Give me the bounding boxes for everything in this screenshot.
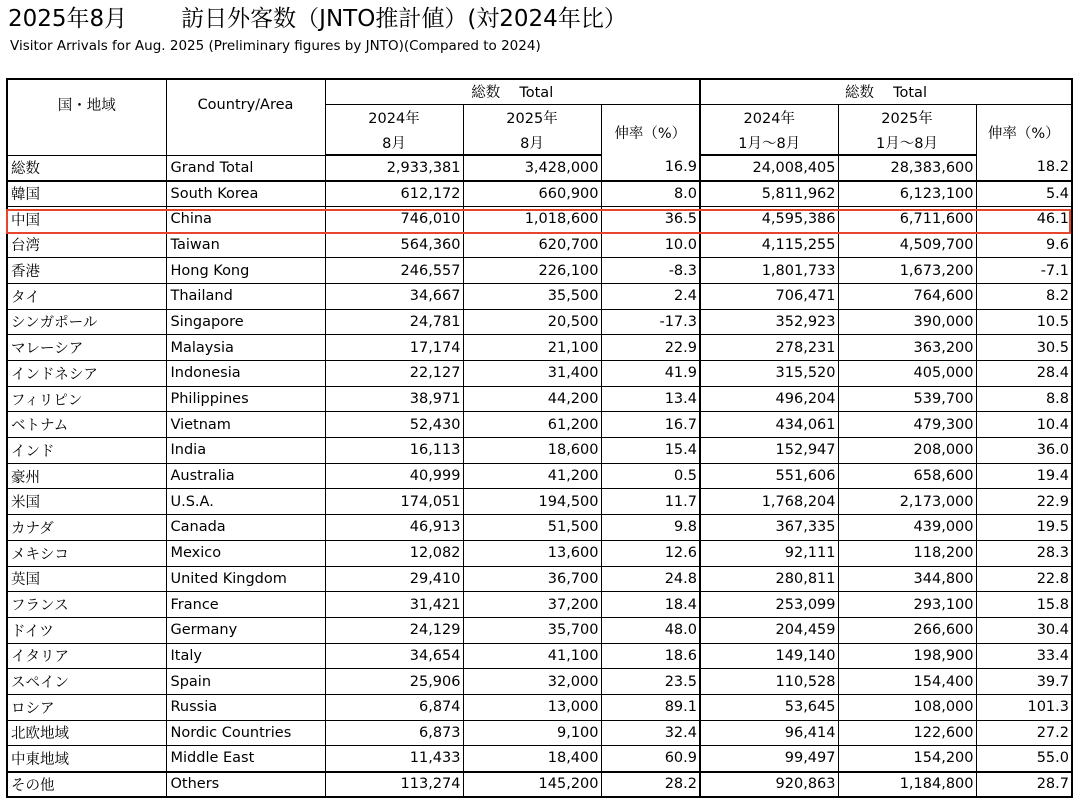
cell-2024-aug: 6,873 [325, 720, 463, 746]
cell-area-en: Grand Total [166, 155, 325, 181]
cell-2024-cum: 4,595,386 [700, 206, 838, 232]
cell-2025-cum: 1,673,200 [838, 258, 976, 284]
cell-area-jp: フィリピン [7, 386, 166, 412]
cell-area-en: Malaysia [166, 335, 325, 361]
cell-area-jp: 北欧地域 [7, 720, 166, 746]
cell-2025-aug: 36,700 [463, 566, 601, 592]
cell-area-en: Canada [166, 515, 325, 541]
cell-2025-cum: 479,300 [838, 412, 976, 438]
cell-2024-cum: 24,008,405 [700, 155, 838, 181]
cell-2025-aug: 32,000 [463, 669, 601, 695]
cell-2024-aug: 34,654 [325, 643, 463, 669]
table-row [7, 206, 1072, 232]
cell-2024-aug: 40,999 [325, 463, 463, 489]
cell-2024-cum: 315,520 [700, 361, 838, 387]
cell-2024-aug: 2,933,381 [325, 155, 463, 181]
cell-growth-month: 8.0 [601, 181, 700, 207]
cell-area-jp: 総数 [7, 155, 166, 181]
cell-2024-cum: 352,923 [700, 309, 838, 335]
cell-growth-cumulative: -7.1 [976, 258, 1072, 284]
header-2024-aug-month: 8月 [325, 130, 463, 155]
cell-2024-cum: 99,497 [700, 746, 838, 772]
table-row-grand-total [7, 155, 1072, 181]
cell-growth-cumulative: 46.1 [976, 206, 1072, 232]
cell-growth-month: 11.7 [601, 489, 700, 515]
cell-2025-aug: 20,500 [463, 309, 601, 335]
cell-2025-cum: 293,100 [838, 592, 976, 618]
table-row [7, 232, 1072, 258]
cell-area-en: Philippines [166, 386, 325, 412]
cell-area-en: Italy [166, 643, 325, 669]
table-row [7, 258, 1072, 284]
cell-2025-cum: 108,000 [838, 694, 976, 720]
cell-growth-month: 16.9 [601, 155, 700, 181]
cell-growth-cumulative: 36.0 [976, 438, 1072, 464]
cell-area-jp: ロシア [7, 694, 166, 720]
cell-area-jp: タイ [7, 283, 166, 309]
cell-growth-cumulative: 10.4 [976, 412, 1072, 438]
cell-area-jp: 豪州 [7, 463, 166, 489]
table-row [7, 643, 1072, 669]
cell-2025-cum: 764,600 [838, 283, 976, 309]
cell-growth-cumulative: 19.5 [976, 515, 1072, 541]
cell-growth-cumulative: 28.7 [976, 772, 1072, 798]
cell-area-jp: インド [7, 438, 166, 464]
cell-area-en: South Korea [166, 181, 325, 207]
cell-2025-aug: 3,428,000 [463, 155, 601, 181]
cell-growth-month: -17.3 [601, 309, 700, 335]
visitor-arrivals-table [6, 78, 1073, 798]
header-2025-aug-year: 2025年 [463, 104, 601, 130]
cell-growth-cumulative: 18.2 [976, 155, 1072, 181]
cell-growth-cumulative: 15.8 [976, 592, 1072, 618]
page-subtitle: Visitor Arrivals for Aug. 2025 (Preliminary figures by JNTO)(Compared to 2024) [10, 38, 541, 54]
cell-2025-cum: 6,711,600 [838, 206, 976, 232]
header-growth-month: 伸率（%） [601, 104, 700, 155]
cell-area-jp: カナダ [7, 515, 166, 541]
cell-area-jp: ベトナム [7, 412, 166, 438]
cell-2024-cum: 204,459 [700, 617, 838, 643]
cell-2025-cum: 658,600 [838, 463, 976, 489]
cell-2024-aug: 38,971 [325, 386, 463, 412]
cell-2025-aug: 31,400 [463, 361, 601, 387]
table-row [7, 540, 1072, 566]
cell-2025-cum: 363,200 [838, 335, 976, 361]
cell-area-en: Taiwan [166, 232, 325, 258]
cell-2025-aug: 41,200 [463, 463, 601, 489]
cell-2024-cum: 496,204 [700, 386, 838, 412]
cell-growth-cumulative: 5.4 [976, 181, 1072, 207]
cell-2024-aug: 564,360 [325, 232, 463, 258]
cell-2024-cum: 5,811,962 [700, 181, 838, 207]
cell-2025-aug: 41,100 [463, 643, 601, 669]
cell-area-en: Middle East [166, 746, 325, 772]
cell-area-en: Thailand [166, 283, 325, 309]
cell-growth-month: -8.3 [601, 258, 700, 284]
cell-growth-month: 18.4 [601, 592, 700, 618]
cell-2025-aug: 145,200 [463, 772, 601, 798]
cell-area-en: Mexico [166, 540, 325, 566]
table-row [7, 592, 1072, 618]
cell-area-jp: フランス [7, 592, 166, 618]
title-text: 訪日外客数（JNTO推計値）(対2024年比） [181, 6, 627, 32]
cell-2025-aug: 13,000 [463, 694, 601, 720]
cell-2025-aug: 194,500 [463, 489, 601, 515]
cell-growth-cumulative: 55.0 [976, 746, 1072, 772]
cell-2025-aug: 660,900 [463, 181, 601, 207]
header-2024-aug-year: 2024年 [325, 104, 463, 130]
cell-2024-aug: 11,433 [325, 746, 463, 772]
cell-2025-aug: 13,600 [463, 540, 601, 566]
cell-area-jp: インドネシア [7, 361, 166, 387]
table-row [7, 463, 1072, 489]
cell-area-en: Singapore [166, 309, 325, 335]
cell-2024-cum: 551,606 [700, 463, 838, 489]
cell-2024-cum: 152,947 [700, 438, 838, 464]
cell-2025-cum: 4,509,700 [838, 232, 976, 258]
cell-2025-aug: 35,500 [463, 283, 601, 309]
header-group-month: 総数 Total [325, 79, 700, 104]
header-2024-cum-year: 2024年 [700, 104, 838, 130]
cell-2024-aug: 31,421 [325, 592, 463, 618]
cell-2024-aug: 46,913 [325, 515, 463, 541]
cell-area-jp: その他 [7, 772, 166, 798]
cell-area-jp: スペイン [7, 669, 166, 695]
cell-2024-aug: 34,667 [325, 283, 463, 309]
cell-area-en: Russia [166, 694, 325, 720]
cell-area-jp: イタリア [7, 643, 166, 669]
cell-2025-cum: 539,700 [838, 386, 976, 412]
cell-2025-aug: 1,018,600 [463, 206, 601, 232]
header-group-cumulative: 総数 Total [700, 79, 1072, 104]
cell-2024-aug: 52,430 [325, 412, 463, 438]
table-row [7, 309, 1072, 335]
cell-growth-month: 28.2 [601, 772, 700, 798]
table-row [7, 438, 1072, 464]
cell-2025-cum: 198,900 [838, 643, 976, 669]
cell-growth-cumulative: 8.2 [976, 283, 1072, 309]
cell-growth-month: 2.4 [601, 283, 700, 309]
cell-growth-month: 32.4 [601, 720, 700, 746]
cell-growth-month: 36.5 [601, 206, 700, 232]
cell-2025-cum: 28,383,600 [838, 155, 976, 181]
header-area-jp: 国・地域 [7, 79, 166, 155]
cell-2024-aug: 174,051 [325, 489, 463, 515]
cell-2024-aug: 29,410 [325, 566, 463, 592]
cell-2025-aug: 37,200 [463, 592, 601, 618]
cell-2025-cum: 208,000 [838, 438, 976, 464]
cell-2024-cum: 149,140 [700, 643, 838, 669]
cell-growth-cumulative: 30.4 [976, 617, 1072, 643]
header-growth-cumulative: 伸率（%） [976, 104, 1072, 155]
cell-growth-month: 24.8 [601, 566, 700, 592]
cell-2024-cum: 278,231 [700, 335, 838, 361]
cell-2025-aug: 51,500 [463, 515, 601, 541]
table-body [7, 155, 1072, 797]
cell-2025-cum: 154,200 [838, 746, 976, 772]
cell-2024-cum: 253,099 [700, 592, 838, 618]
cell-growth-month: 18.6 [601, 643, 700, 669]
cell-2025-aug: 18,400 [463, 746, 601, 772]
cell-growth-cumulative: 10.5 [976, 309, 1072, 335]
cell-area-en: Nordic Countries [166, 720, 325, 746]
cell-2024-cum: 53,645 [700, 694, 838, 720]
cell-area-en: Vietnam [166, 412, 325, 438]
cell-growth-cumulative: 9.6 [976, 232, 1072, 258]
cell-2024-cum: 434,061 [700, 412, 838, 438]
cell-2024-aug: 24,781 [325, 309, 463, 335]
cell-area-en: Spain [166, 669, 325, 695]
table-row [7, 694, 1072, 720]
cell-growth-cumulative: 39.7 [976, 669, 1072, 695]
cell-2024-aug: 12,082 [325, 540, 463, 566]
cell-2025-aug: 61,200 [463, 412, 601, 438]
cell-growth-cumulative: 33.4 [976, 643, 1072, 669]
table-row [7, 746, 1072, 772]
cell-area-en: India [166, 438, 325, 464]
cell-growth-cumulative: 28.3 [976, 540, 1072, 566]
cell-growth-cumulative: 28.4 [976, 361, 1072, 387]
cell-growth-month: 16.7 [601, 412, 700, 438]
cell-growth-month: 12.6 [601, 540, 700, 566]
cell-growth-month: 41.9 [601, 361, 700, 387]
cell-2024-aug: 16,113 [325, 438, 463, 464]
cell-growth-cumulative: 22.8 [976, 566, 1072, 592]
header-area-en: Country/Area [166, 79, 325, 155]
cell-area-en: Germany [166, 617, 325, 643]
cell-area-jp: 中国 [7, 206, 166, 232]
cell-2024-cum: 280,811 [700, 566, 838, 592]
visitor-table-wrapper [6, 78, 1073, 798]
cell-area-jp: 米国 [7, 489, 166, 515]
table-row [7, 772, 1072, 798]
cell-2025-cum: 405,000 [838, 361, 976, 387]
cell-2024-aug: 113,274 [325, 772, 463, 798]
cell-2025-aug: 44,200 [463, 386, 601, 412]
cell-2024-cum: 92,111 [700, 540, 838, 566]
cell-2025-cum: 266,600 [838, 617, 976, 643]
cell-growth-cumulative: 22.9 [976, 489, 1072, 515]
table-row [7, 489, 1072, 515]
cell-2024-aug: 246,557 [325, 258, 463, 284]
cell-area-en: United Kingdom [166, 566, 325, 592]
cell-2025-cum: 6,123,100 [838, 181, 976, 207]
header-2024-cum-months: 1月～8月 [700, 130, 838, 155]
table-row [7, 361, 1072, 387]
table-header [7, 79, 1072, 155]
cell-area-jp: シンガポール [7, 309, 166, 335]
cell-2025-aug: 21,100 [463, 335, 601, 361]
title-month: 2025年8月 [8, 6, 128, 32]
cell-2024-cum: 1,768,204 [700, 489, 838, 515]
cell-growth-month: 48.0 [601, 617, 700, 643]
cell-growth-cumulative: 27.2 [976, 720, 1072, 746]
cell-growth-month: 60.9 [601, 746, 700, 772]
table-row [7, 515, 1072, 541]
cell-2025-cum: 439,000 [838, 515, 976, 541]
cell-2025-aug: 18,600 [463, 438, 601, 464]
cell-growth-cumulative: 30.5 [976, 335, 1072, 361]
cell-growth-month: 23.5 [601, 669, 700, 695]
header-2025-cum-year: 2025年 [838, 104, 976, 130]
cell-2024-cum: 1,801,733 [700, 258, 838, 284]
cell-area-en: Indonesia [166, 361, 325, 387]
cell-area-en: China [166, 206, 325, 232]
cell-area-jp: メキシコ [7, 540, 166, 566]
cell-2024-cum: 920,863 [700, 772, 838, 798]
cell-growth-month: 15.4 [601, 438, 700, 464]
cell-2024-aug: 746,010 [325, 206, 463, 232]
cell-2025-aug: 620,700 [463, 232, 601, 258]
cell-area-en: Others [166, 772, 325, 798]
cell-2024-cum: 367,335 [700, 515, 838, 541]
cell-2024-cum: 110,528 [700, 669, 838, 695]
cell-2024-cum: 4,115,255 [700, 232, 838, 258]
cell-2025-cum: 1,184,800 [838, 772, 976, 798]
cell-2025-cum: 122,600 [838, 720, 976, 746]
cell-2025-aug: 226,100 [463, 258, 601, 284]
cell-area-jp: 台湾 [7, 232, 166, 258]
cell-area-jp: ドイツ [7, 617, 166, 643]
cell-growth-month: 10.0 [601, 232, 700, 258]
table-row [7, 566, 1072, 592]
table-row [7, 617, 1072, 643]
cell-area-en: Australia [166, 463, 325, 489]
cell-2025-cum: 344,800 [838, 566, 976, 592]
cell-2024-aug: 612,172 [325, 181, 463, 207]
table-row [7, 412, 1072, 438]
table-row [7, 181, 1072, 207]
cell-2024-aug: 6,874 [325, 694, 463, 720]
header-2025-cum-months: 1月～8月 [838, 130, 976, 155]
cell-growth-month: 13.4 [601, 386, 700, 412]
cell-area-jp: マレーシア [7, 335, 166, 361]
cell-2025-cum: 118,200 [838, 540, 976, 566]
cell-growth-month: 0.5 [601, 463, 700, 489]
cell-2025-aug: 35,700 [463, 617, 601, 643]
cell-area-jp: 香港 [7, 258, 166, 284]
table-row [7, 669, 1072, 695]
cell-2024-aug: 22,127 [325, 361, 463, 387]
cell-area-jp: 英国 [7, 566, 166, 592]
cell-2025-cum: 154,400 [838, 669, 976, 695]
table-row [7, 283, 1072, 309]
cell-area-en: Hong Kong [166, 258, 325, 284]
cell-growth-month: 22.9 [601, 335, 700, 361]
cell-2024-aug: 24,129 [325, 617, 463, 643]
header-2025-aug-month: 8月 [463, 130, 601, 155]
cell-area-jp: 中東地域 [7, 746, 166, 772]
cell-area-en: France [166, 592, 325, 618]
cell-growth-cumulative: 19.4 [976, 463, 1072, 489]
cell-2025-cum: 2,173,000 [838, 489, 976, 515]
cell-2025-aug: 9,100 [463, 720, 601, 746]
cell-2024-aug: 17,174 [325, 335, 463, 361]
cell-growth-cumulative: 8.8 [976, 386, 1072, 412]
cell-growth-month: 89.1 [601, 694, 700, 720]
cell-2025-cum: 390,000 [838, 309, 976, 335]
table-row [7, 720, 1072, 746]
cell-2024-cum: 706,471 [700, 283, 838, 309]
cell-area-en: U.S.A. [166, 489, 325, 515]
table-row [7, 386, 1072, 412]
cell-2024-cum: 96,414 [700, 720, 838, 746]
page-title [8, 4, 627, 34]
cell-growth-month: 9.8 [601, 515, 700, 541]
table-row [7, 335, 1072, 361]
cell-area-jp: 韓国 [7, 181, 166, 207]
cell-2024-aug: 25,906 [325, 669, 463, 695]
cell-growth-cumulative: 101.3 [976, 694, 1072, 720]
